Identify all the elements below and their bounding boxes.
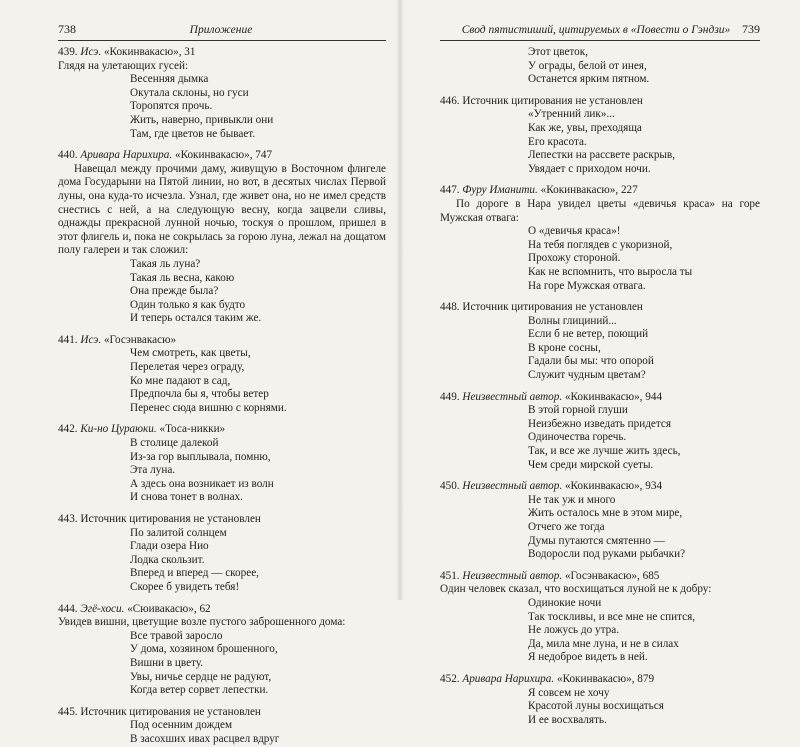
verse-line: Жить осталось мне в этом мире, (528, 507, 683, 520)
verse-line: «Утренний лик»... (528, 108, 615, 121)
verse-line: Отчего же тогда (528, 521, 605, 533)
verse-line: Скорее б увидеть тебя! (130, 580, 240, 593)
verse-line: Служит чудным цветам? (528, 369, 646, 382)
entry-heading: 444. Эгё-хоси. «Сюивакасю», 62 (58, 602, 211, 615)
verse-line: Вперед и вперед — скорее, (130, 567, 259, 580)
entry-heading: 441. Исэ. «Госэнвакасю» (58, 333, 177, 346)
verse-line: Чем среди мирской суеты. (528, 458, 654, 471)
verse-line: Эта луна. (130, 464, 176, 477)
entry-heading: 445. Источник цитирования не установлен (58, 705, 261, 718)
verse-line: Лепестки на рассвете раскрыв, (528, 149, 676, 162)
verse-line: Гадали бы мы: что опорой (528, 355, 654, 368)
verse-line: Так, и все же лучше жить здесь, (528, 445, 681, 458)
verse-line: В этой горной глуши (528, 404, 628, 417)
verse-line: Лодка скользит. (130, 553, 205, 566)
verse-line: Так тоскливы, и все мне не спится, (528, 610, 696, 623)
entry-intro: Увидев вишни, цветущие возле пустого заброшенного дома: (58, 616, 346, 629)
entry-heading: 451. Неизвестный автор. «Госэнвакасю», 685 (440, 569, 660, 582)
verse-line: И ее восхвалять. (528, 713, 607, 726)
verse-line: Когда ветер сорвет лепестки. (130, 684, 269, 697)
entry-449 (440, 391, 760, 473)
entry-443 (58, 513, 386, 595)
verse-line: Этот цветок, (528, 46, 588, 58)
verse-line: Одинокие ночи (528, 596, 602, 609)
entry-prose: Навещал между прочими даму, живущую в Восточном флигеле дома Государыни на Пятой линии, но вот, в десятых числах Первой луны, она куда-то исчезла. Узнал, где живет она, но не имел средств снестись с ней, а на следующую весну, когда зацвели сливы, однажды прекрасной лунной ночью, тоскуя о прошлом, пришел в этот флигель и, пока не сокрылась за горою луна, лежал на дощатом полу галереи и так сложил: (58, 162, 386, 257)
entry-450 (440, 480, 760, 562)
entry-intro: Один человек сказал, что восхищаться луной не к добру: (440, 583, 712, 596)
verse-line: Как не вспомнить, что выросла ты (528, 265, 693, 278)
entry-445 (58, 706, 386, 747)
entry-heading: 442. Ки-но Цураюки. «Тоса-никки» (58, 423, 226, 436)
entry-heading: 440. Аривара Нарихира. «Кокинвакасю», 747 (58, 149, 273, 162)
verse-line: На горе Мужская отвага. (528, 279, 646, 292)
verse-line: Неизбежно изведать придется (528, 417, 672, 430)
left-page-number: 738 (58, 22, 76, 36)
verse-line: Жить, наверно, привыкли они (130, 113, 274, 126)
verse-line: Предпочла бы я, чтобы ветер (130, 388, 269, 401)
verse-line: Думы путаются смятенно — (528, 534, 665, 547)
verse-line: Перенес сюда вишню с корнями. (130, 401, 287, 414)
entry-heading: 449. Неизвестный автор. «Кокинвакасю», 944 (440, 390, 663, 403)
verse-line: Глади озера Нио (130, 540, 209, 553)
verse-line: Я недоброе видеть в ней. (528, 651, 648, 664)
right-page-number: 739 (742, 22, 760, 36)
verse-line: Увы, ничье сердце не радуют, (130, 670, 272, 683)
verse-line: В кроне сосны, (528, 341, 601, 354)
verse-line: Одиночества горечь. (528, 431, 627, 444)
right-running-title: Свод пятистиший, цитируемых в «Повести о Гэндзи» (461, 24, 731, 36)
verse-line: Красотой луны восхищаться (528, 700, 664, 713)
left-page (0, 0, 400, 745)
entry-451 (440, 570, 760, 665)
verse-line: У дома, хозяином брошенного, (130, 643, 278, 656)
verse-line: Я совсем не хочу (528, 686, 610, 699)
entry-heading: 446. Источник цитирования не установлен (440, 94, 643, 107)
verse-line: Торопятся прочь. (130, 100, 213, 113)
left-running-title: Приложение (189, 24, 253, 36)
verse-line: А здесь она возникает из волн (130, 477, 274, 490)
entry-heading: 439. Исэ. «Кокинвакасю», 31 (58, 46, 196, 58)
entry-intro: Глядя на улетающих гусей: (58, 59, 189, 72)
verse-line: Под осенним дождем (130, 719, 233, 732)
entry-heading: 452. Аривара Нарихира. «Кокинвакасю», 879 (440, 672, 655, 685)
left-running-head (58, 22, 386, 41)
verse-line: Окутала склоны, но гуси (130, 86, 249, 99)
entry-441 (58, 334, 386, 416)
verse-line: Там, где цветов не бывает. (130, 127, 256, 140)
entry-heading: 447. Фуру Иманити. «Кокинвакасю», 227 (440, 184, 638, 197)
verse-line: Волны глициний... (528, 314, 617, 327)
entry-440 (58, 149, 386, 326)
verse-line: Не ложусь до утра. (528, 624, 619, 637)
verse-line: Ко мне падают в сад, (130, 374, 231, 387)
verse-line: Останется ярким пятном. (528, 73, 650, 86)
verse-line: Один только я как будто (130, 298, 246, 311)
entry-heading: 448. Источник цитирования не установлен (440, 301, 643, 314)
verse-line: На тебя поглядев с укоризной, (528, 238, 673, 251)
entry-448 (440, 301, 760, 383)
verse-line: По залитой солнцем (130, 526, 227, 539)
entry-439 (58, 46, 386, 141)
verse-line: Весенняя дымка (130, 73, 209, 86)
entry-446 (440, 95, 760, 177)
entry-452 (440, 673, 760, 727)
entry-prose: По дороге в Нара увидел цветы «девичья краса» на горе Мужская отвага: (440, 197, 760, 224)
verse-line: Увядает с приходом ночи. (528, 162, 651, 175)
entry-heading: 443. Источник цитирования не установлен (58, 513, 261, 525)
right-running-head (440, 22, 760, 41)
verse-line: Такая ль весна, какою (130, 271, 235, 284)
verse-line: О «девичья краса»! (528, 225, 621, 238)
verse-line: Она прежде была? (130, 285, 219, 298)
verse-line: Вишни в цвету. (130, 656, 204, 669)
entry-444 (58, 603, 386, 698)
verse-line: Если б не ветер, поющий (528, 328, 649, 341)
verse-line: Водоросли под руками рыбачки? (528, 548, 686, 561)
verse-line: И теперь остался таким же. (130, 312, 262, 325)
verse-line: У ограды, белой от инея, (528, 59, 647, 72)
verse-line: В засохших ивах расцвел вдруг (130, 732, 280, 745)
verse-line: И снова тонет в волнах. (130, 491, 243, 504)
verse-line: Да, мила мне луна, и не в силах (528, 637, 679, 650)
right-page (400, 0, 800, 726)
verse-line: Такая ль луна? (130, 257, 201, 270)
entry-447 (440, 184, 760, 293)
verse-line: В столице далекой (130, 437, 219, 450)
entry-heading: 450. Неизвестный автор. «Кокинвакасю», 934 (440, 480, 663, 493)
verse-line: Прохожу стороной. (528, 252, 621, 265)
verse-line: Из-за гор выплывала, помню, (130, 450, 271, 463)
verse-line: Все травой заросло (130, 629, 223, 642)
carry-over-verse (440, 46, 760, 87)
verse-line: Как же, увы, преходяща (528, 121, 642, 134)
verse-line: Не так уж и много (528, 493, 616, 506)
verse-line: Его красота. (528, 135, 587, 148)
verse-line: Перелетая через ограду, (130, 361, 245, 374)
verse-line: Чем смотреть, как цветы, (130, 347, 251, 360)
entry-442 (58, 423, 386, 505)
